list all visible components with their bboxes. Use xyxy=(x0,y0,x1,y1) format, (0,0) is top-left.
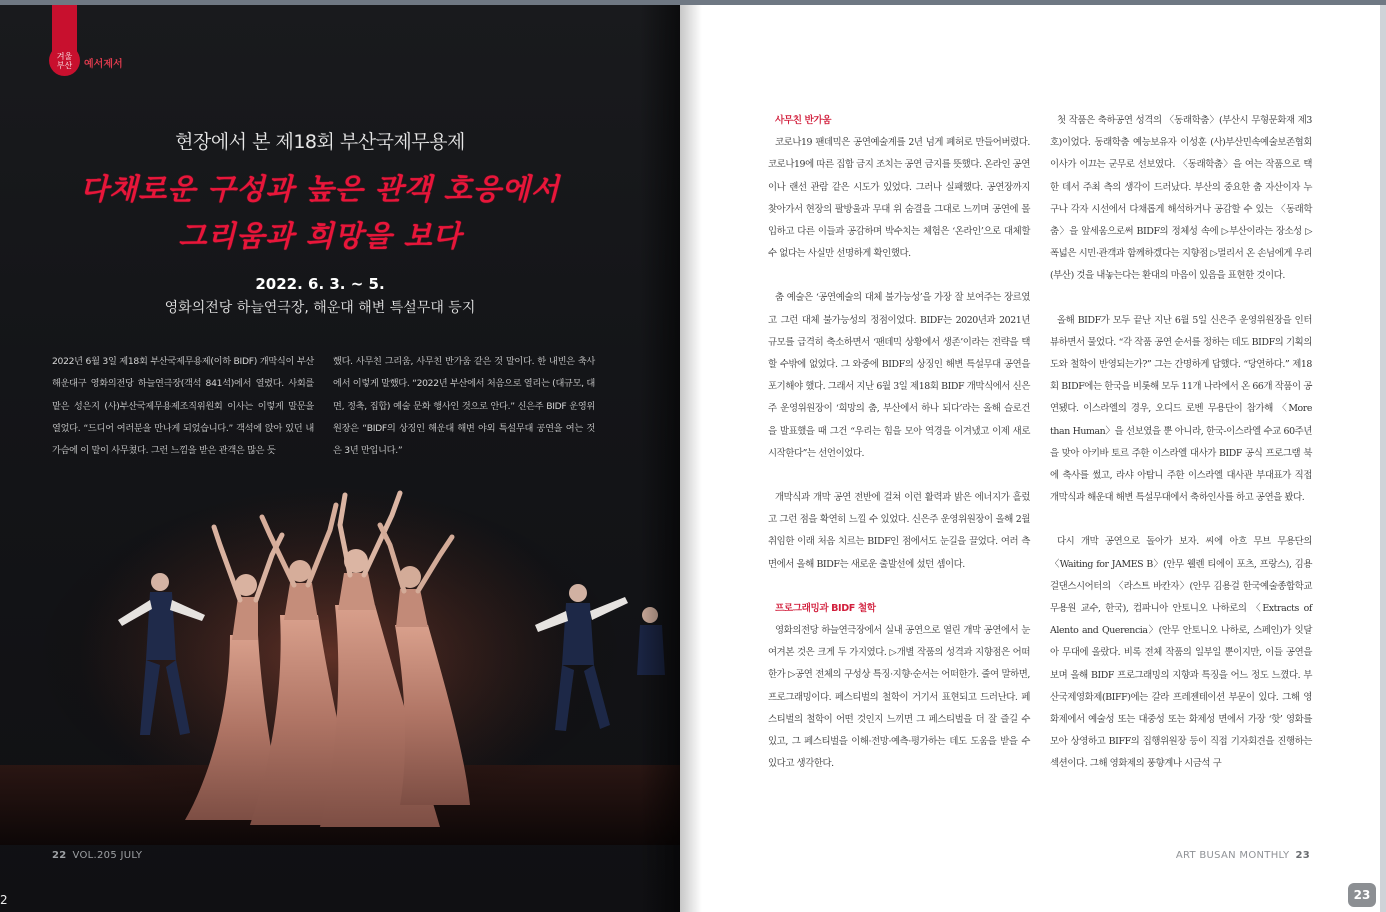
article-kicker: 현장에서 본 제18회 부산국제무용제 xyxy=(175,131,465,153)
section-tag: 예서제서 xyxy=(84,59,123,70)
body-paragraph: 영화의전당 하늘연극장에서 실내 공연으로 열린 개막 공연에서 눈여겨본 것은 크게 두 가지였다. ▷개별 작품의 성격과 지향점은 어떠한가 ▷공연 전체의 구성상 특징·지향·순서는 어떠한가. 줄여 말하면, 프로그래밍이다. 페스티벌의 철학이 거기서 표현되고 드러난다. 페스티벌의 철학이 어떤 것인지 느끼면 그 페스티벌을 더 잘 즐길 수 있고, 그 페스티벌을 이해·전망·예측·평가하는 데도 도움을 받을 수 있다고 생각한다. xyxy=(768,625,1030,770)
paragraph-gap xyxy=(768,465,1030,487)
section-subheading: 사무친 반가움 xyxy=(775,115,832,126)
left-page xyxy=(0,5,680,912)
body-paragraph: 개막식과 개막 공연 전반에 걸쳐 이런 활력과 밝은 에너지가 흘렀고 그런 점을 확연히 느낄 수 있었다. 신은주 운영위원장이 올해 2월 취임한 이래 처음 치르는 BIDF인 점에서도 눈길을 끌었다. 여러 측면에서 올해 BIDF는 새로운 출발선에 섰던 셈이다. xyxy=(768,492,1030,570)
section-subheading: 프로그래밍과 BIDF 철학 xyxy=(775,602,876,614)
right-page xyxy=(680,5,1380,912)
right-page-folio xyxy=(1176,850,1310,861)
logo-text: 겨울 부산 xyxy=(56,51,73,70)
spine-shadow-right xyxy=(680,5,702,912)
body-paragraph: 첫 작품은 축하공연 성격의 〈동래학춤〉(부산시 무형문화재 제3호)이었다. 동래학춤 예능보유자 이성훈 (사)부산민속예술보존협회 이사가 이끄는 군무로 선보였다. 〈동래학춤〉을 여는 작품으로 택한 데서 주최 측의 생각이 드러났다. 부산의 중요한 춤 자산이자 누구나 각자 시선에서 다채롭게 해석하거나 공감할 수 있는 〈동래학춤〉을 앞세움으로써 BIDF의 정체성 속에 ▷부산이라는 장소성 ▷폭넓은 시민·관객과 함께하겠다는 지향점 ▷멀리서 온 손님에게 우리(부산) 것을 내놓는다는 환대의 마음이 있음을 표현한 것이다. xyxy=(1050,115,1312,282)
page-number-badge[interactable]: 23 xyxy=(1348,883,1376,907)
intro-paragraph-col2: 했다. 사무친 그리움, 사무친 반가움 같은 것 말이다. 한 내빈은 축사에서 이렇게 말했다. “2022년 부산에서 처음으로 열리는 (대규모, 대면, 정축, 집합) 예술 문화 행사인 것으로 안다.” 신은주 BIDF 운영위원장은 “BIDF의 상징인 해운대 해변 야외 특설무대 공연을 여는 것은 3년 만입니다.” xyxy=(333,356,595,457)
body-paragraph: 다시 개막 공연으로 돌아가 보자. 씨에 아흐 무브 무용단의 〈Waiting for JAMES B〉(안무 웰렌 티에이 포츠, 프랑스), 김용걸댄스시어터의 〈라스트 바칸자〉(안무 김용걸 한국예술종합학교 무용원 교수, 한국), 컴파니아 안토니오 나하로의 〈Extracts of Alento and Querencia〉(안무 안토니오 나하로, 스페인)가 잇달아 무대에 올랐다. 비록 전체 작품의 일부일 뿐이지만, 이들 공연을 보며 올해 BIDF 프로그래밍의 지향과 특징을 어느 정도 느꼈다. 부산국제영화제(BIFF)에는 갈라 프레젠테이션 부문이 있다. 그해 영화제에서 예술성 또는 대중성 또는 화제성 면에서 가장 ‘핫’ 영화를 모아 상영하고 BIFF의 집행위원장 등이 직접 기자회견을 진행하는 섹션이다. 그해 영화제의 풍향계나 시금석 구 xyxy=(1050,536,1312,770)
paragraph-gap xyxy=(1050,509,1312,531)
intro-paragraph-col1: 2022년 6월 3일 제18회 부산국제무용제(이하 BIDF) 개막식이 부산 해운대구 영화의전당 하늘연극장(객석 841석)에서 열렸다. 사회를 맡은 성은지 (사)부산국제무용제조직위원회 이사는 이렇게 말문을 열었다. “드디어 여러분을 만나게 되었습니다.” 객석에 앉아 있던 내 가슴에 이 말이 사무쳤다. 그런 느낌을 받은 관객은 많은 듯 xyxy=(52,356,314,457)
body-column-1 xyxy=(768,110,1030,775)
viewer-left-page-indicator: 2 xyxy=(0,893,8,907)
stage-performance-photo xyxy=(0,475,680,845)
body-column-2 xyxy=(1050,110,1312,776)
right-page-number: 23 xyxy=(1295,850,1310,861)
magazine-logo-badge xyxy=(49,45,80,76)
viewer-scrollbar[interactable] xyxy=(1380,5,1386,912)
issue-label: VOL.205 JULY xyxy=(72,850,143,861)
spine-shadow xyxy=(640,5,680,912)
event-venue: 영화의전당 하늘연극장, 해운대 해변 특설무대 등지 xyxy=(164,300,476,316)
left-page-number: 22 xyxy=(52,850,67,861)
paragraph-gap xyxy=(768,265,1030,287)
paragraph-gap xyxy=(768,576,1030,598)
body-paragraph: 올해 BIDF가 모두 끝난 지난 6월 5일 신은주 운영위원장을 인터뷰하면서 물었다. “각 작품 공연 순서를 정하는 데도 BIDF의 기획의도와 철학이 반영되는가?” 그는 간명하게 답했다. “당연하다.” 제18회 BIDF에는 한국을 비롯해 모두 11개 나라에서 온 66개 작품이 공연됐다. 이스라엘의 경우, 오디드 로벤 무용단이 참가해 〈More than Human〉을 선보였을 뿐 아니라, 한국-이스라엘 수교 60주년을 맞아 아키바 토르 주한 이스라엘 대사가 BIDF 공식 프로그램 북에 축사를 썼고, 라샤 아탐니 주한 이스라엘 대사관 부대표가 직접 개막식과 해운대 해변 특설무대에서 축하인사를 하고 공연을 봤다. xyxy=(1050,314,1312,504)
article-headline-line2: 그리움과 희망을 보다 xyxy=(178,219,462,253)
paragraph-gap xyxy=(1050,288,1312,310)
article-headline-line1: 다채로운 구성과 높은 관객 호응에서 xyxy=(80,172,560,206)
body-paragraph: 춤 예술은 ‘공연예술의 대체 불가능성’을 가장 잘 보여주는 장르였고 그런 대체 불가능성의 정점이었다. BIDF는 2020년과 2021년 규모를 급격히 축소하면서 ‘팬데믹 상황에서 생존’이라는 전략을 택할 수밖에 없었다. 그 와중에 BIDF의 상징인 해변 특설무대 공연을 포기해야 했다. 그래서 지난 6월 3일 제18회 BIDF 개막식에서 신은주 운영위원장이 ‘희망의 춤, 부산에서 하나 되다’라는 올해 슬로건을 발표했을 때 그건 “우리는 힘을 모아 역경을 이겨냈고 이제 새로 시작한다”는 선언이었다. xyxy=(768,292,1030,459)
event-date: 2022. 6. 3. ~ 5. xyxy=(255,275,385,293)
left-page-folio xyxy=(52,850,142,861)
body-paragraph: 코로나19 팬데믹은 공연예술계를 2년 넘게 폐허로 만들어버렸다. 코로나19에 따른 집합 금지 조치는 공연 금지를 뜻했다. 온라인 공연이나 랜선 관람 같은 시도가 있었다. 그러나 실패했다. 공연장까지 찾아가서 현장의 팔방울과 무대 위 숨결을 그대로 느끼며 공연에 몰입하고 다른 이들과 공감하며 박수치는 체험은 ‘온라인’으로 대체할 수 없다는 사실만 선명하게 확인했다. xyxy=(768,137,1030,260)
magazine-name: ART BUSAN MONTHLY xyxy=(1175,850,1290,861)
